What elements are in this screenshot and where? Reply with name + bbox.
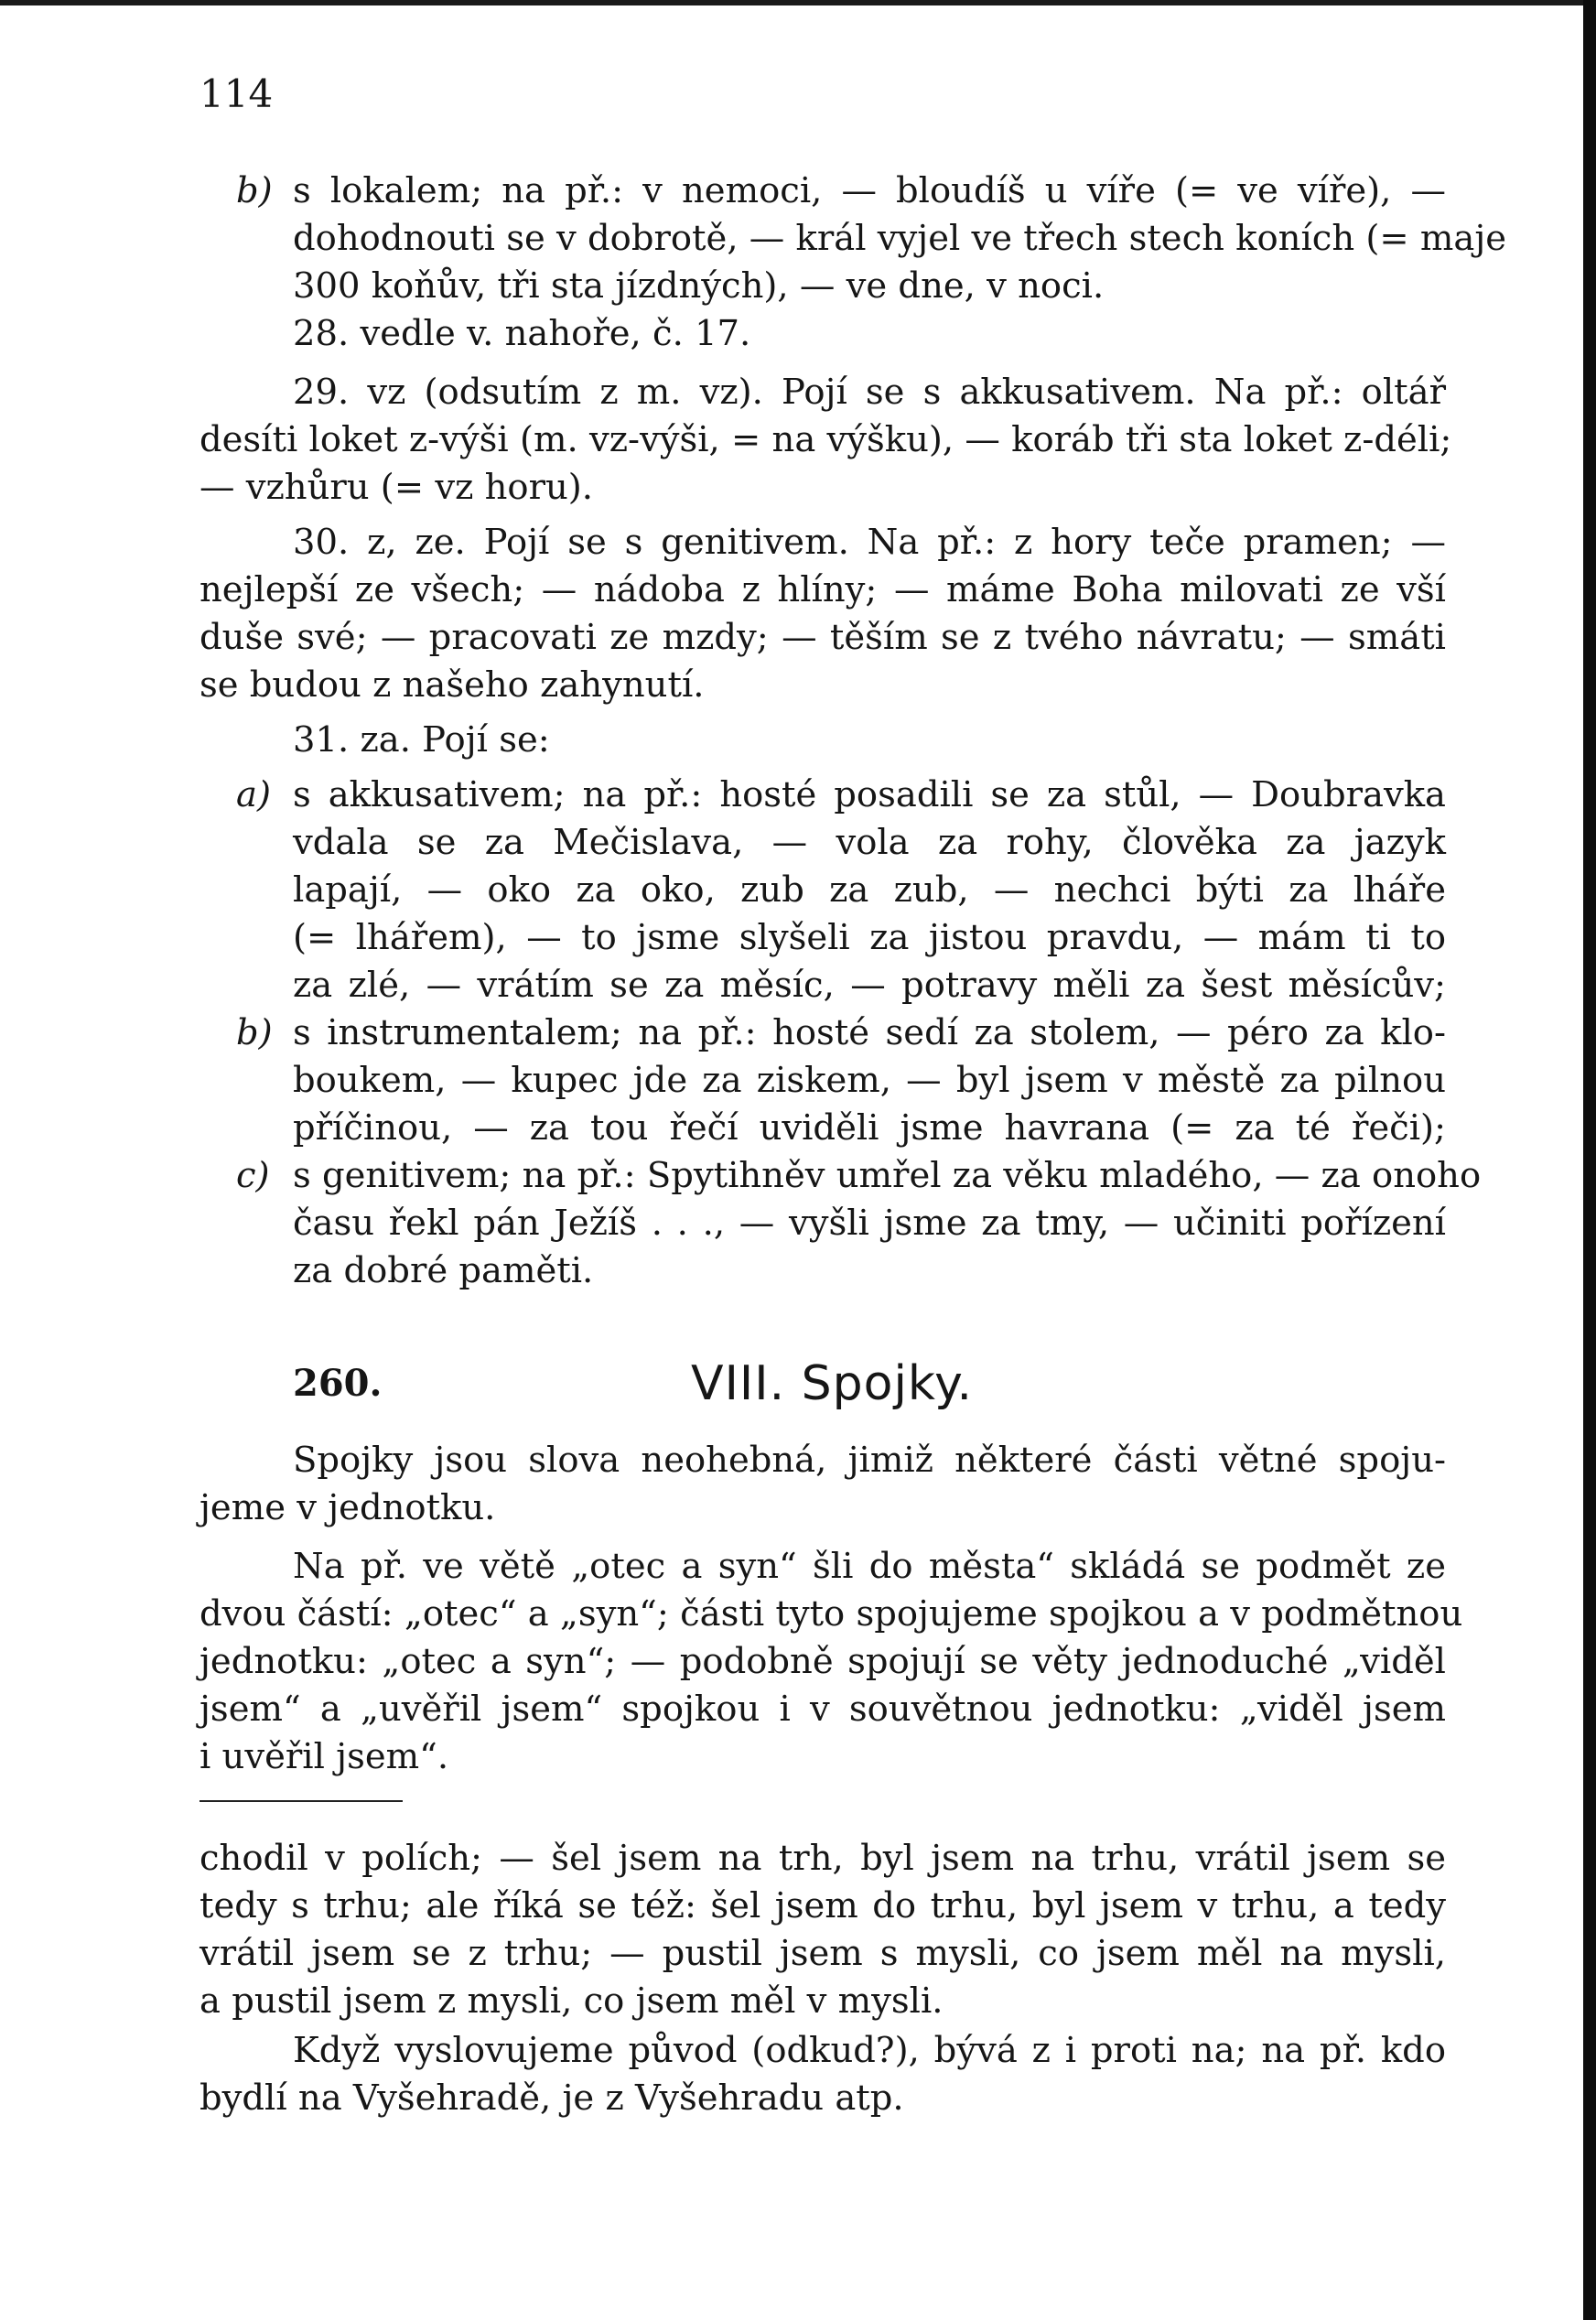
paragraph-line: jsem“ a „uvěřil jsem“ spojkou i v souvětnou jednotku: „viděl jsem bbox=[200, 1689, 1446, 1730]
item-label-b: b) bbox=[236, 170, 273, 211]
text-line: s lokalem; na př.: v nemoci, — bloudíš u víře (= ve víře), — bbox=[293, 170, 1446, 211]
paragraph-line: Spojky jsou slova neohebná, jimiž některé části větné spoju- bbox=[293, 1440, 1446, 1481]
item-label-a: a) bbox=[236, 774, 271, 815]
text-line: boukem, — kupec jde za ziskem, — byl jsem v městě za pilnou bbox=[293, 1060, 1446, 1101]
text-line: se budou z našeho zahynutí. bbox=[200, 664, 705, 706]
footnote-line: a pustil jsem z mysli, co jsem měl v mysli. bbox=[200, 1980, 944, 2022]
scan-edge-top bbox=[0, 0, 1596, 5]
text-line: desíti loket z-výši (m. vz-výši, = na výšku), — koráb tři sta loket z-déli; bbox=[200, 419, 1452, 460]
text-line: nejlepší ze všech; — nádoba z hlíny; — máme Boha milovati ze vší bbox=[200, 569, 1446, 610]
text-line: 28. vedle v. nahoře, č. 17. bbox=[293, 313, 751, 354]
text-line: duše své; — pracovati ze mzdy; — těším se z tvého návratu; — smáti bbox=[200, 617, 1446, 658]
footnote-line: Když vyslovujeme původ (odkud?), bývá z i proti na; na př. kdo bbox=[293, 2030, 1446, 2071]
paragraph-line: dvou částí: „otec“ a „syn“; části tyto spojujeme spojkou a v podmětnou bbox=[200, 1593, 1463, 1635]
text-line: příčinou, — za tou řečí uviděli jsme havrana (= za té řeči); bbox=[293, 1107, 1446, 1149]
section-title: VIII. Spojky. bbox=[691, 1356, 974, 1411]
text-line: dohodnouti se v dobrotě, — král vyjel ve třech stech koních (= maje bbox=[293, 218, 1507, 259]
item-label-c: c) bbox=[236, 1155, 270, 1196]
text-line: s akkusativem; na př.: hosté posadili se za stůl, — Doubravka bbox=[293, 774, 1446, 815]
text-line: za zlé, — vrátím se za měsíc, — potravy měli za šest měsícův; bbox=[293, 965, 1446, 1006]
text-line: za dobré paměti. bbox=[293, 1250, 594, 1291]
text-line: 30. z, ze. Pojí se s genitivem. Na př.: z hory teče pramen; — bbox=[293, 522, 1446, 563]
paragraph-line: jednotku: „otec a syn“; — podobně spojují se věty jednoduché „viděl bbox=[200, 1641, 1446, 1682]
text-line: 31. za. Pojí se: bbox=[293, 719, 550, 761]
text-line: 29. vz (odsutím z m. vz). Pojí se s akkusativem. Na př.: oltář bbox=[293, 372, 1446, 413]
text-line: času řekl pán Ježíš . . ., — vyšli jsme za tmy, — učiniti pořízení bbox=[293, 1203, 1446, 1244]
text-line: lapají, — oko za oko, zub za zub, — nechci býti za lháře bbox=[293, 869, 1446, 911]
paragraph-line: Na př. ve větě „otec a syn“ šli do města“ skládá se podmět ze bbox=[293, 1546, 1446, 1587]
text-line: s genitivem; na př.: Spytihněv umřel za věku mladého, — za onoho bbox=[293, 1155, 1482, 1196]
paragraph-line: i uvěřil jsem“. bbox=[200, 1736, 449, 1777]
text-line: (= lhářem), — to jsme slyšeli za jistou pravdu, — mám ti to bbox=[293, 917, 1446, 958]
paragraph-line: jeme v jednotku. bbox=[200, 1487, 496, 1528]
text-line: — vzhůru (= vz horu). bbox=[200, 467, 594, 508]
page-number: 114 bbox=[200, 71, 274, 116]
footnote-line: chodil v polích; — šel jsem na trh, byl jsem na trhu, vrátil jsem se bbox=[200, 1838, 1446, 1879]
footnote-rule bbox=[200, 1800, 403, 1802]
section-number: 260. bbox=[293, 1362, 383, 1405]
item-label-b2: b) bbox=[236, 1012, 273, 1053]
footnote-line: bydlí na Vyšehradě, je z Vyšehradu atp. bbox=[200, 2077, 904, 2119]
text-line: vdala se za Mečislava, — vola za rohy, člověka za jazyk bbox=[293, 822, 1446, 863]
footnote-line: tedy s trhu; ale říká se též: šel jsem do trhu, byl jsem v trhu, a tedy bbox=[200, 1885, 1446, 1926]
footnote-line: vrátil jsem se z trhu; — pustil jsem s mysli, co jsem měl na mysli, bbox=[200, 1933, 1446, 1974]
text-line: 300 koňův, tři sta jízdných), — ve dne, v noci. bbox=[293, 265, 1105, 307]
text-line: s instrumentalem; na př.: hosté sedí za stolem, — péro za klo- bbox=[293, 1012, 1446, 1053]
scan-edge-right bbox=[1583, 0, 1596, 2320]
